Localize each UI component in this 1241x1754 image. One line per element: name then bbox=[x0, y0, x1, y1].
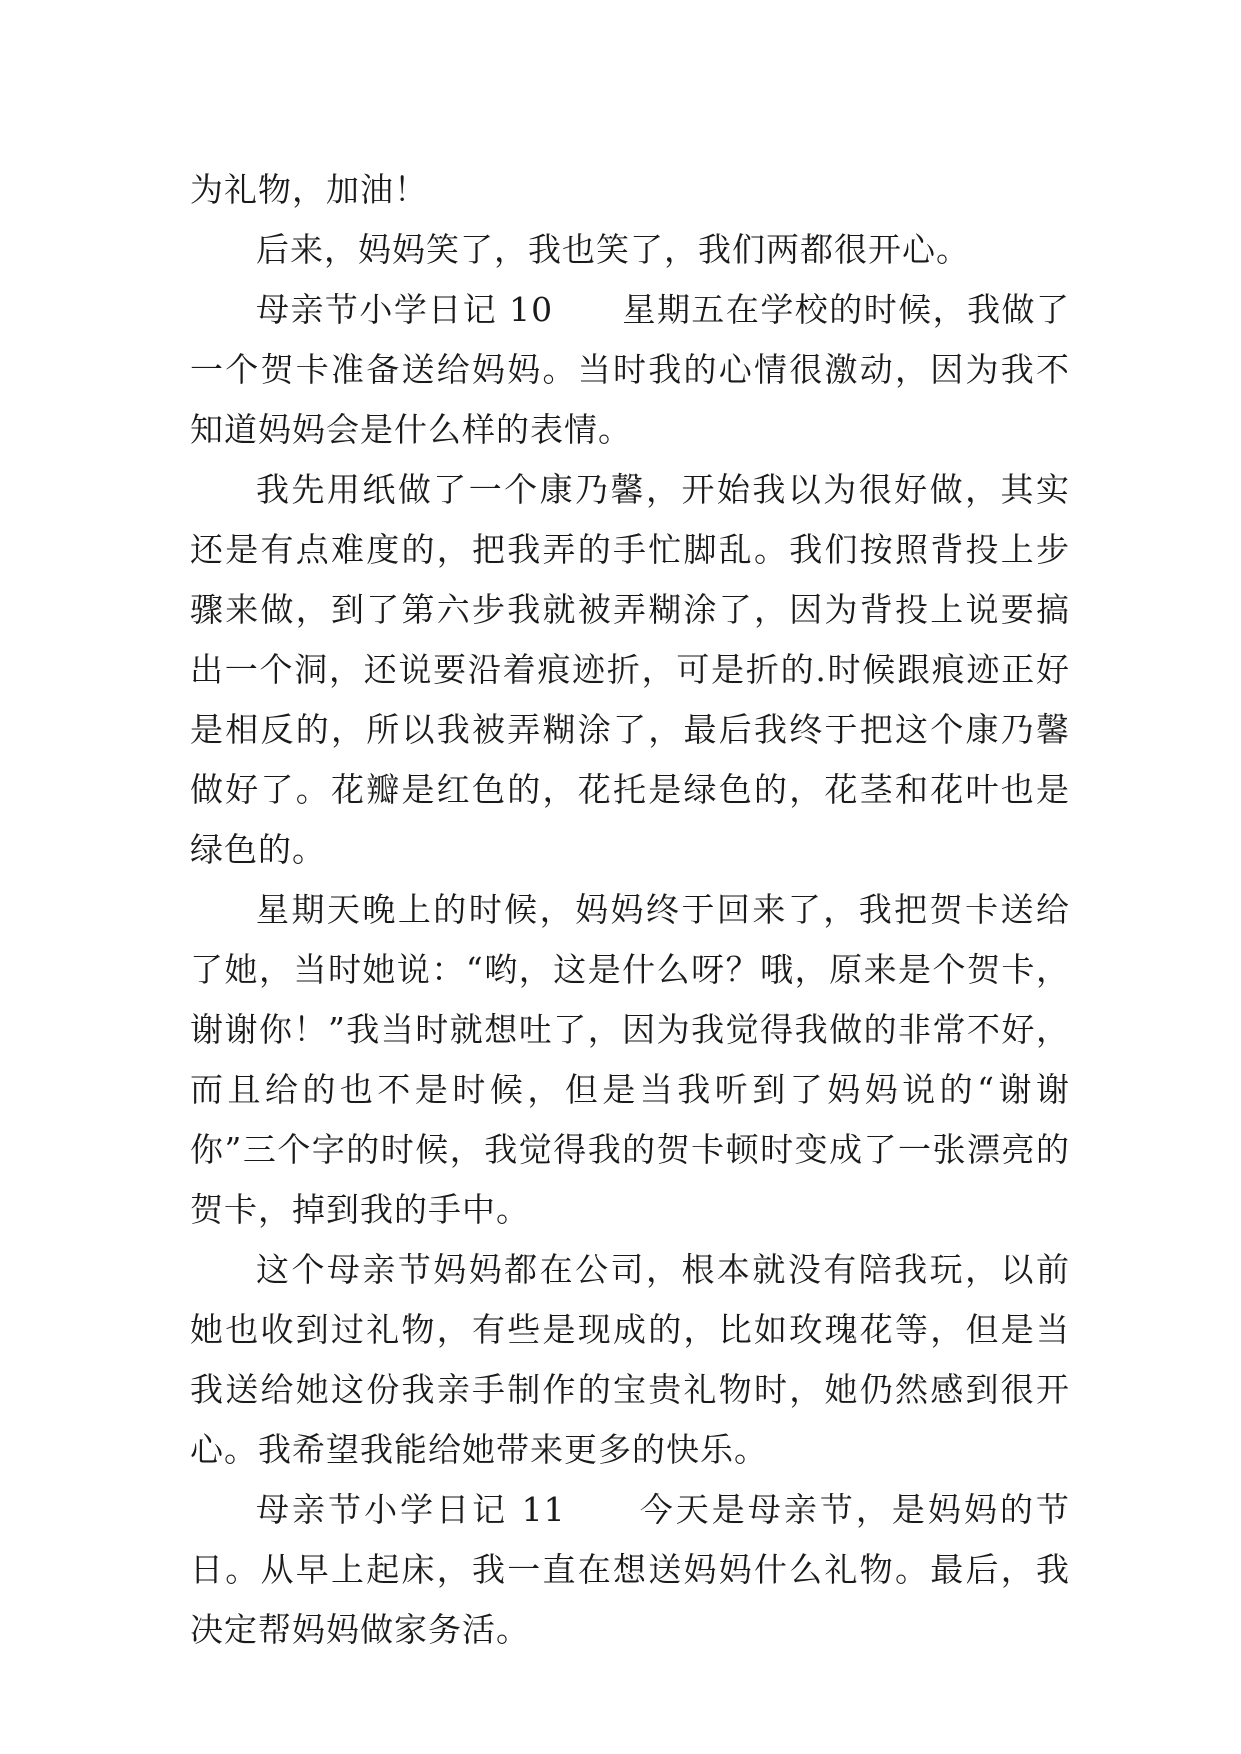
document-body bbox=[190, 160, 1070, 1660]
paragraph: 后来，妈妈笑了，我也笑了，我们两都很开心。 bbox=[256, 230, 970, 269]
diary-entry-10-paragraph: 母亲节小学日记 10 星期五在学校的时候，我做了一个贺卡准备送给妈妈。当时我的心情很激动，因为我不知道妈妈会是什么样的表情。 bbox=[190, 290, 1070, 449]
paragraph: 星期天晚上的时候，妈妈终于回来了，我把贺卡送给了她，当时她说：“哟，这是什么呀？哦，原来是个贺卡，谢谢你！”我当时就想吐了，因为我觉得我做的非常不好，而且给的也不是时候，但是当我听到了妈妈说的“谢谢你”三个字的时候，我觉得我的贺卡顿时变成了一张漂亮的贺卡，掉到我的手中。 bbox=[190, 890, 1070, 1229]
paragraph: 为礼物，加油！ bbox=[190, 170, 428, 209]
paragraph: 我先用纸做了一个康乃馨，开始我以为很好做，其实还是有点难度的，把我弄的手忙脚乱。我们按照背投上步骤来做，到了第六步我就被弄糊涂了，因为背投上说要搞出一个洞，还说要沿着痕迹折，可是折的.时候跟痕迹正好是相反的，所以我被弄糊涂了，最后我终于把这个康乃馨做好了。花瓣是红色的，花托是绿色的，花茎和花叶也是绿色的。 bbox=[190, 470, 1070, 869]
diary-entry-11-paragraph: 母亲节小学日记 11 今天是母亲节，是妈妈的节日。从早上起床，我一直在想送妈妈什么礼物。最后，我决定帮妈妈做家务活。 bbox=[190, 1490, 1070, 1649]
paragraph: 这个母亲节妈妈都在公司，根本就没有陪我玩，以前她也收到过礼物，有些是现成的，比如玫瑰花等，但是当我送给她这份我亲手制作的宝贵礼物时，她仍然感到很开心。我希望我能给她带来更多的快乐。 bbox=[190, 1250, 1070, 1469]
